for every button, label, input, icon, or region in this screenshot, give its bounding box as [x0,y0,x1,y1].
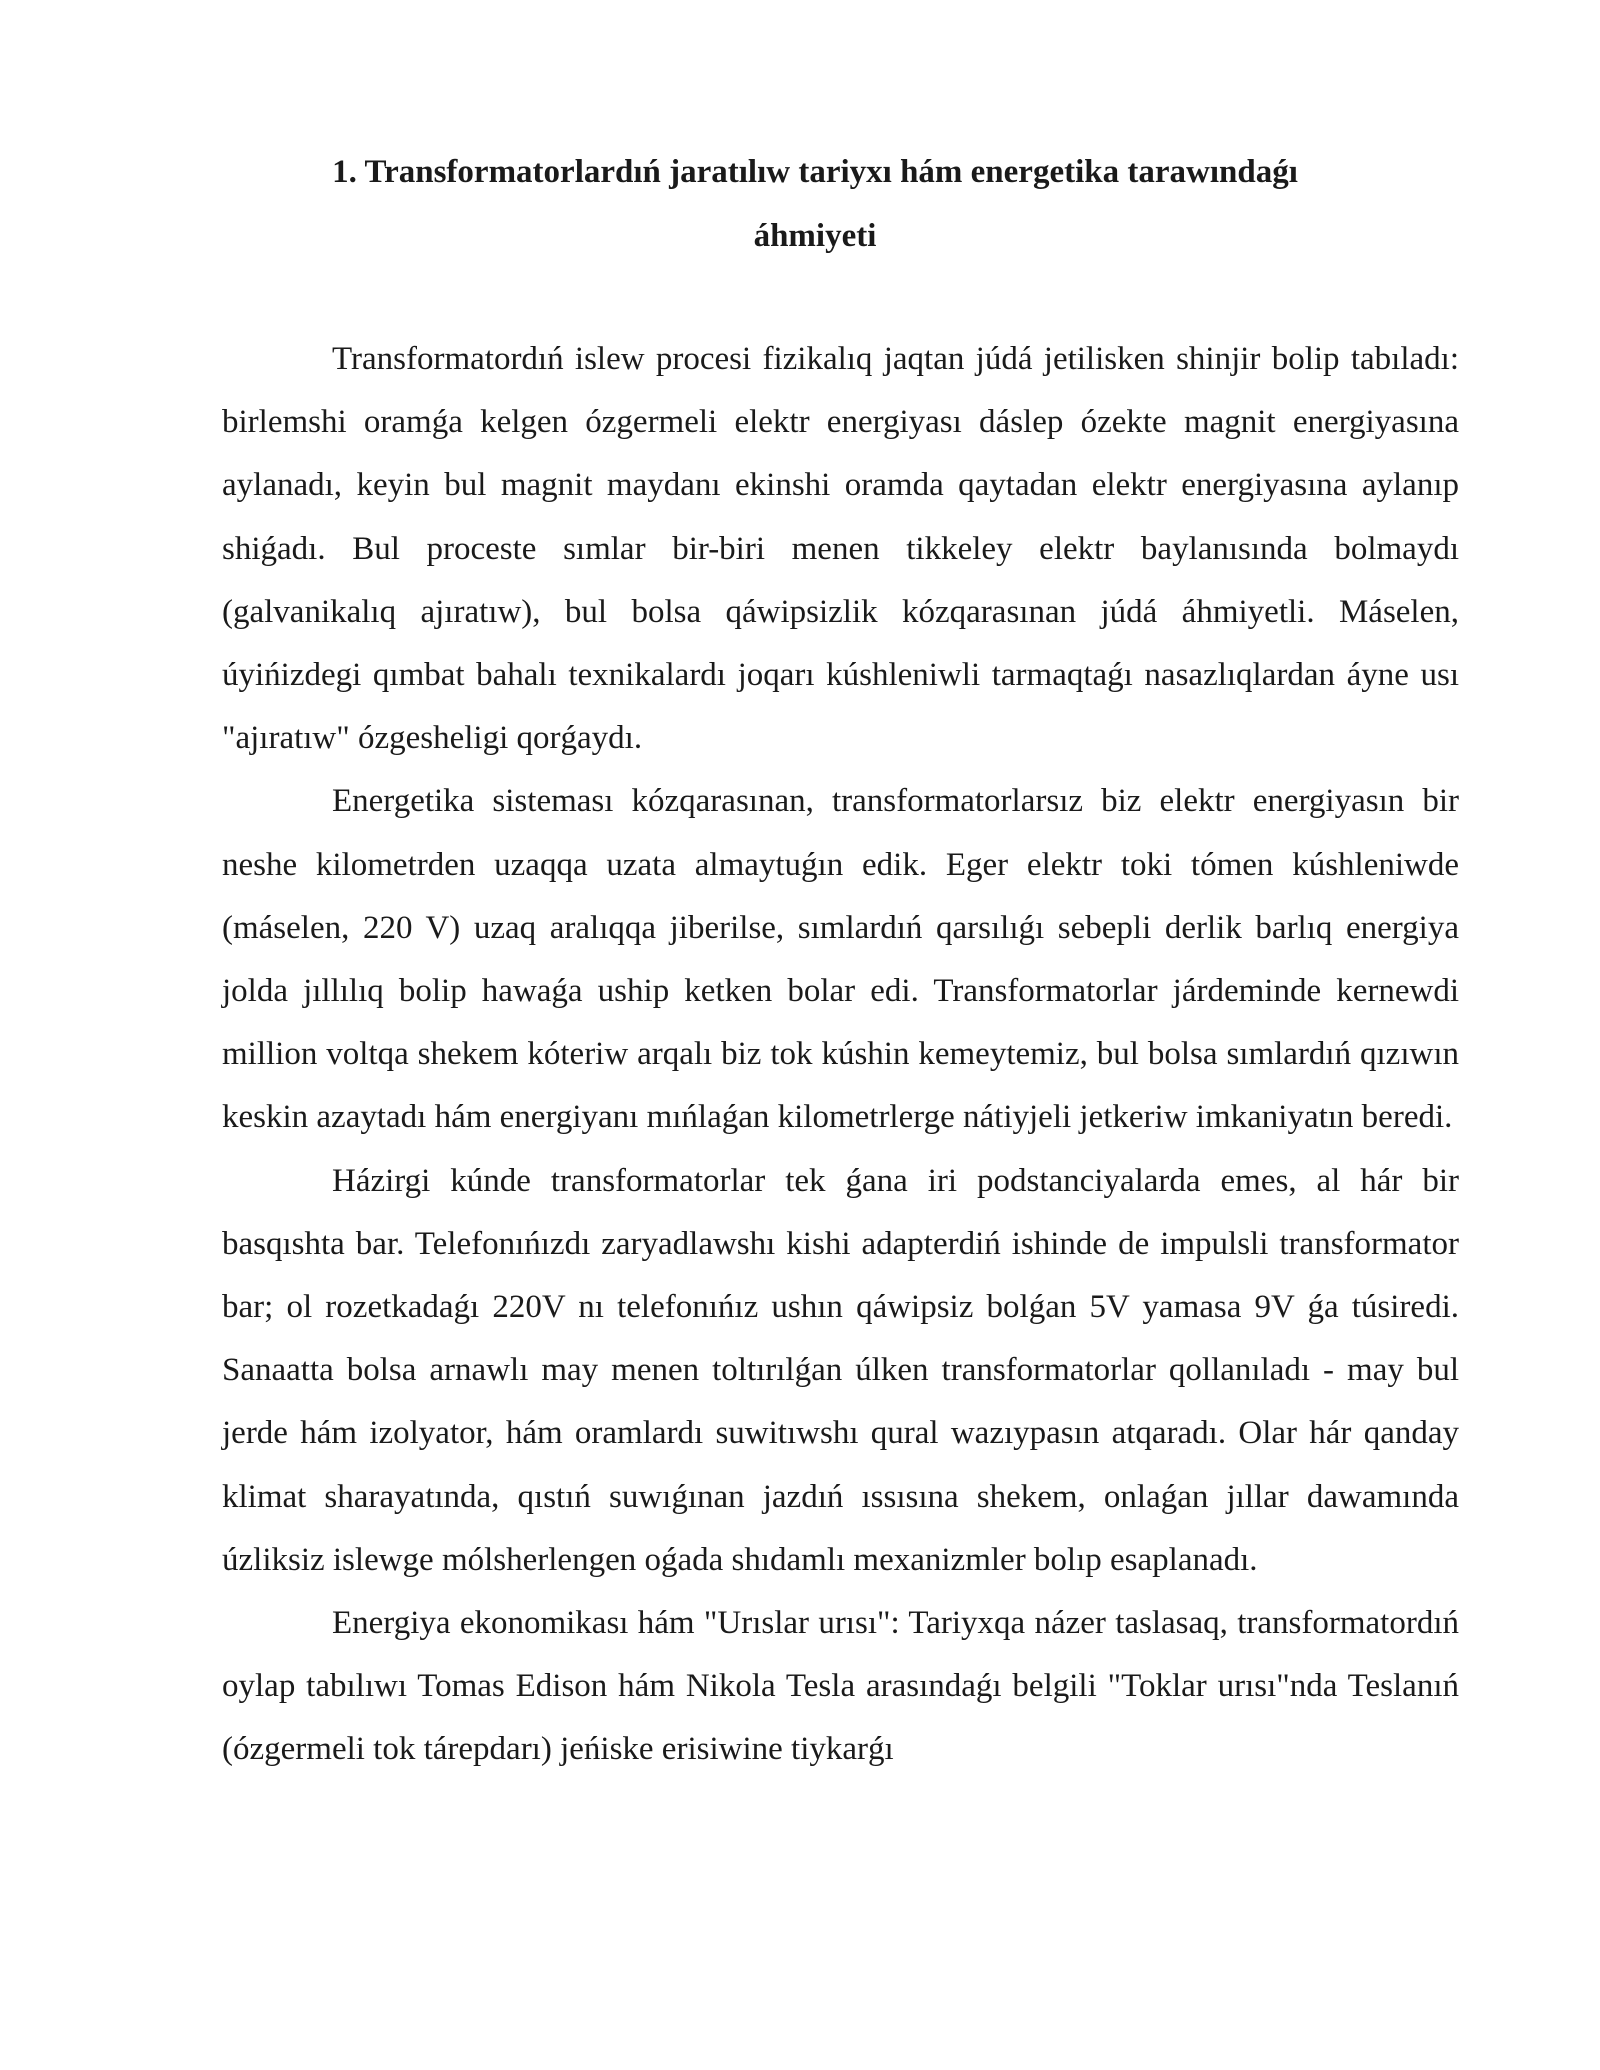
section-heading: 1. Transformatorlardıń jaratılıw tariyxı hám energetika tarawındaǵı áhmiyeti [332,154,1298,254]
body-text [222,328,1459,1782]
paragraph-3: Házirgi kúnde transformatorlar tek ǵana iri podstanciyalarda emes, al hár bir basqıshta bar. Telefonıńızdı zaryadlawshı kishi adapterdiń ishinde de impulsli transformator bar; ol rozetkadaǵı 220V nı telefonıńız ushın qáwipsiz bolǵan 5V yamasa 9V ǵa túsiredi. Sanaatta bolsa arnawlı may menen toltırılǵan úlken transformatorlar qollanıladı - may bul jerde hám izolyator, hám oramlardı suwitıwshı qural wazıypasın atqaradı. Olar hár qanday klimat sharayatında, qıstıń suwıǵınan jazdıń ıssısına shekem, onlaǵan jıllar dawamında úzliksiz islewge mólsherlengen oǵada shıdamlı mexanizmler bolıp esaplanadı. [222,1162,1459,1578]
paragraph-4: Energiya ekonomikası hám "Urıslar urısı": Tariyxqa názer taslasaq, transformatordıń oylap tabılıwı Tomas Edison hám Nikola Tesla arasındaǵı belgili "Toklar urısı"nda Teslanıń (ózgermeli tok tárepdarı) jeńiske erisiwine tiykarǵı [222,1605,1459,1768]
paragraph-2: Energetika sisteması kózqarasınan, transformatorlarsız biz elektr energiyasın bir neshe kilometrden uzaqqa uzata almaytuǵın edik. Eger elektr toki tómen kúshleniwde (máselen, 220 V) uzaq aralıqqa jiberilse, sımlardıń qarsılıǵı sebepli derlik barlıq energiya jolda jıllılıq bolip hawaǵa uship ketken bolar edi. Transformatorlar járdeminde kernewdi million voltqa shekem kóteriw arqalı biz tok kúshin kemeytemiz, bul bolsa sımlardıń qızıwın keskin azaytadı hám energiyanı mıńlaǵan kilometrlerge nátiyjeli jetkeriw imkaniyatın beredi. [222,783,1459,1136]
paragraph-1: Transformatordıń islew procesi fizikalıq jaqtan júdá jetilisken shinjir bolip tabıladı: birlemshi oramǵa kelgen ózgermeli elektr energiyası dáslep ózekte magnit energiyasına aylanadı, keyin bul magnit maydanı ekinshi oramda qaytadan elektr energiyasına aylanıp shiǵadı. Bul proceste sımlar bir-biri menen tikkeley elektr baylanısında bolmaydı (galvanikalıq ajıratıw), bul bolsa qáwipsizlik kózqarasınan júdá áhmiyetli. Máselen, úyińizdegi qımbat bahalı texnikalardı joqarı kúshleniwli tarmaqtaǵı nasazlıqlardan áyne usı "ajıratıw" ózgesheligi qorǵaydı. [222,341,1459,757]
